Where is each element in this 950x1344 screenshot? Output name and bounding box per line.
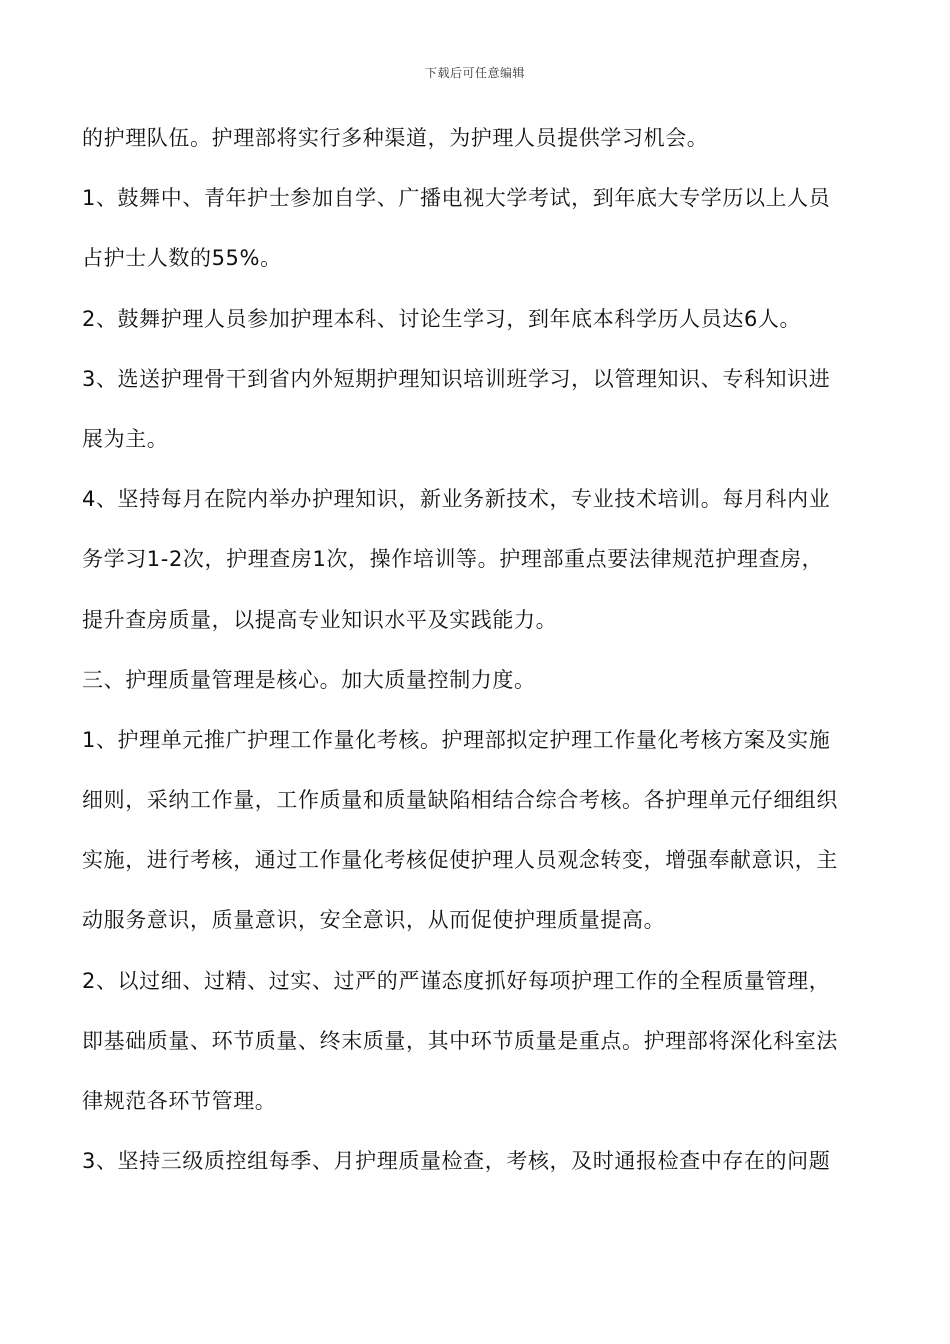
text-line: 律规范各环节管理。 xyxy=(82,1089,277,1113)
text-line: 的护理队伍。护理部将实行多种渠道，为护理人员提供学习机会。 xyxy=(82,126,709,150)
text-line: 3、选送护理骨干到省内外短期护理知识培训班学习，以管理知识、专科知识进 xyxy=(82,366,831,391)
text-line: 占护士人数的55%。 xyxy=(82,246,282,271)
text-line: 即基础质量、环节质量、终末质量，其中环节质量是重点。护理部将深化科室法 xyxy=(82,1028,838,1053)
text-line: 1、护理单元推广护理工作量化考核。护理部拟定护理工作量化考核方案及实施 xyxy=(82,727,831,752)
text-line: 动服务意识，质量意识，安全意识，从而促使护理质量提高。 xyxy=(82,908,666,933)
text-line: 实施，进行考核，通过工作量化考核促使护理人员观念转变，增强奉献意识，主 xyxy=(82,848,838,873)
text-line: 展为主。 xyxy=(82,426,169,451)
text-line: 4、坚持每月在院内举办护理知识，新业务新技术，专业技术培训。每月科内业 xyxy=(82,487,831,512)
text-line: 提升查房质量，以提高专业知识水平及实践能力。 xyxy=(82,607,558,632)
document-body xyxy=(82,118,872,1201)
text-line: 细则，采纳工作量，工作质量和质量缺陷相结合综合考核。各护理单元仔细组织 xyxy=(82,788,838,813)
page-header: 下载后可任意编辑 xyxy=(424,66,525,80)
text-line: 务学习1-2次，护理查房1次，操作培训等。护理部重点要法律规范护理查房， xyxy=(82,547,824,572)
text-line: 2、鼓舞护理人员参加护理本科、讨论生学习，到年底本科学历人员达6人。 xyxy=(82,306,802,331)
section-heading: 三、护理质量管理是核心。加大质量控制力度。 xyxy=(82,667,536,692)
text-line: 1、鼓舞中、青年护士参加自学、广播电视大学考试，到年底大专学历以上人员 xyxy=(82,186,831,211)
text-line: 2、以过细、过精、过实、过严的严谨态度抓好每项护理工作的全程质量管理， xyxy=(82,968,831,993)
text-line: 3、坚持三级质控组每季、月护理质量检查，考核，及时通报检查中存在的问题 xyxy=(82,1149,831,1174)
